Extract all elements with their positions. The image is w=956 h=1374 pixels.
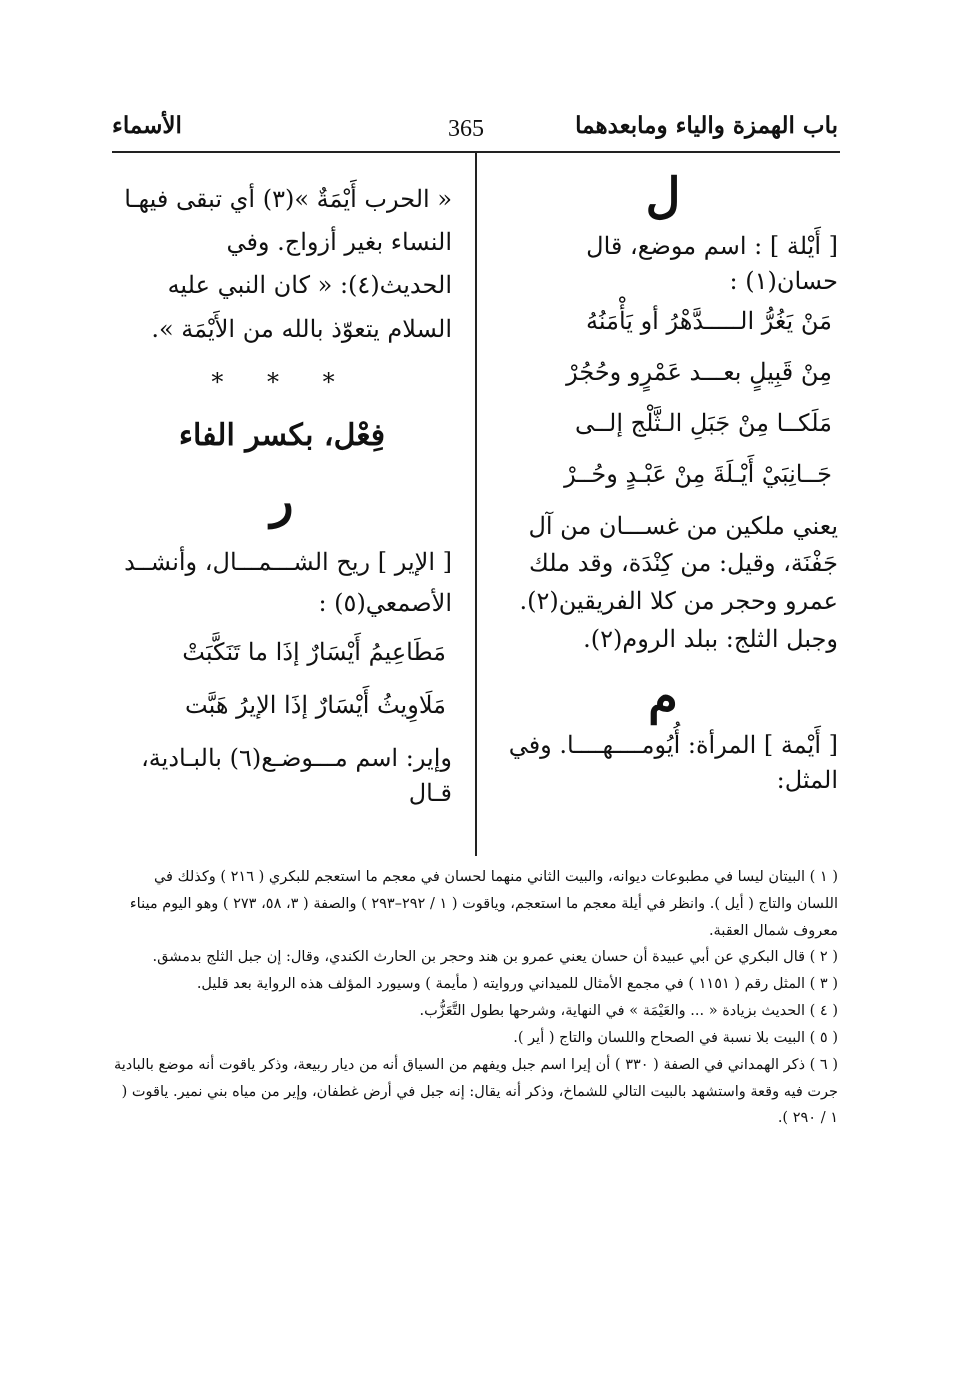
verse-line: مَلَاوِيثُ أَيْسَارٌ إذَا الإيرُ هَبَّت [185,691,446,720]
verse-line: مَلَكــا مِنْ جَبَلِ الـثَّلْج إلــى [574,408,832,437]
paragraph-proverb: « الحرب أَيْمَةٌ »(٣) أي تبقى فيهـا النساء بغير أزواج. وفي الحديث(٤): « كان النبي عليه السلام يتعوّذ بالله من الأَيْمَة ». [124,185,452,343]
footnote: ( ٤ ) الحديث بزيادة « ... والعَيْمَة » في النهاية، وشرحها بطول التَّعَزُّب. [419,1003,838,1020]
running-header-section: الأسماء [112,112,182,139]
footnote: ( ٥ ) البيت بلا نسبة في الصحاح واللسان والتاج ( أير ). [513,1029,838,1046]
section-separator: * * * [211,367,353,396]
section-title: فِعْل، بكسر الفاء [178,417,386,453]
footnote: ( ١ ) البيتان ليسا في مطبوعات ديوانه، والبيت الثاني منهما لحسان في معجم ما استعجم للبكري ( ٢١٦ ) وكذلك في اللسان والتاج ( أيل ). وانظر في أيلة معجم ما استعجم، وياقوت ( ١ / ٢٩٢–٢٩٣ ) والصفة ( ٣، ٥٨، ٢٧٣ ) وهو اليوم ميناء معروف شمال العقبة. [129,869,838,939]
verse-line: مَطَاعِيمُ أَيْسَارٌ إذَا ما تَنَكَّبَتْ [182,638,446,667]
entry-al-ir: [ الإير ] ريح الشـــمـــال، وأنشــد الأصمعي(٥) : [124,547,452,617]
paragraph-commentary: يعني ملكين من غســـان من آل جَفْنَة، وقيل: من كِنْدَة، وقد ملك عمرو وحجر من كلا الفريقين(٢). وجبل الثلج: ببلد الروم(٢). [519,511,838,654]
column-divider [475,152,477,856]
running-header-chapter: باب الهمزة والياء ومابعدهما [575,112,838,139]
footnote: ( ٢ ) قال البكري عن أبي عبيدة أن حسان يعني عمرو بن هند وحجر بن الحارث الكندي، وقال: إن جبل الثلج بدمشق. [152,949,838,966]
verse-line: مَنْ يَغُرُّ الـــــدَّهْرُ أو يَأْمَنُهُ [586,307,832,336]
entry-ayla: [ أَيْلة ] : اسم موضع، قال حسان(١) : [586,231,838,295]
page-number: 365 [448,116,484,142]
verse-line: مِنْ قَبِيلٍ بعـــد عَمْرٍو وحُجُرْ [566,358,832,387]
verse-line: جَــانِبَيْ أَيْـلَةَ مِنْ عَبْـدٍ وحُــرْ [564,459,832,488]
footnote: ( ٣ ) المثل رقم ( ١١٥١ ) في مجمع الأمثال للميداني وروايته ( مأيمة ) وسيورد المؤلف هذه الرواية بعد قليل. [196,976,838,993]
letter-heading-mim: م [648,669,678,726]
entry-ir-place: وإير: اسم مـــوضـع(٦) بالبـادية، قـال [141,744,452,807]
letter-heading-lam: ل [645,168,681,224]
letter-heading-ra: ر [270,473,294,530]
right-column [488,170,838,798]
footnotes [110,864,838,1132]
footnote: ( ٦ ) ذكر الهمداني في الصفة ( ٣٣٠ ) أن إيرا اسم جبل ويفهم من السياق أنه من ديار ربيعة، وذكر ياقوت أنه موضع بالبادية جرت فيه وقعة واستشهد بالبيت التالي للشماخ، وذكر أنه يقال: إنه جبل في أرض غطفان، وإير من مياه بني نمير. ياقوت ( ١ / ٢٩٠ ). [113,1056,838,1127]
entry-ayma: [ أَيْمة ] المرأة: أُيُومــــهــــا. وفي المثل: [508,731,838,794]
left-column [112,178,452,811]
